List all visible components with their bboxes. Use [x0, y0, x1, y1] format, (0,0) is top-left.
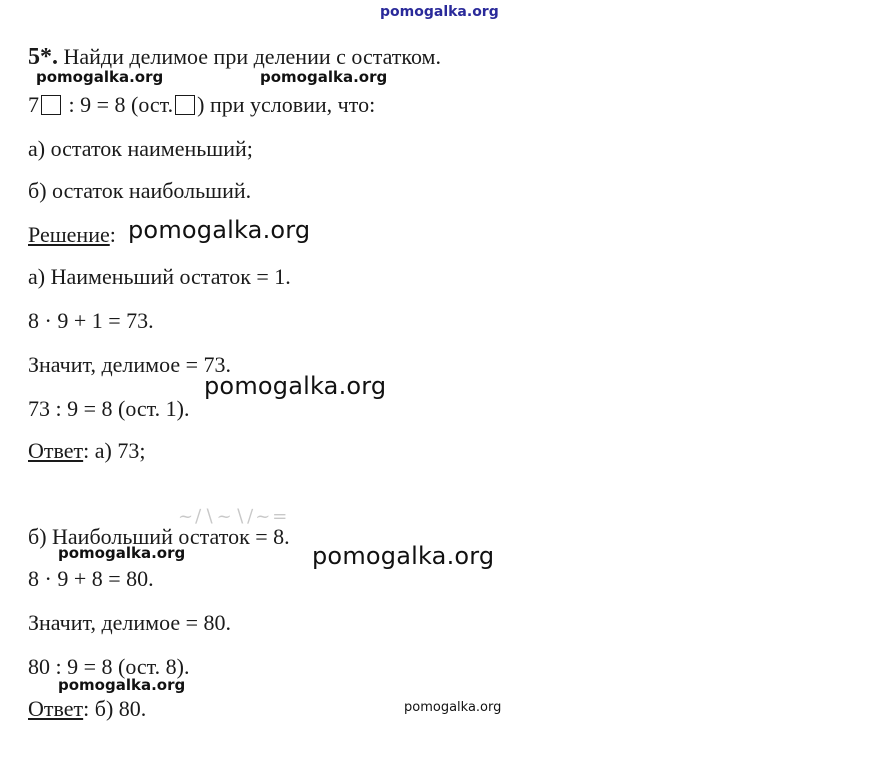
blank-digit-box [41, 95, 61, 115]
equation-middle: : 9 = 8 (ост. [68, 92, 174, 117]
watermark: pomogalka.org [36, 68, 164, 86]
watermark-top: pomogalka.org [380, 4, 499, 20]
equation-prefix: 7 [28, 92, 39, 117]
answer-label: Ответ [28, 696, 84, 721]
equation-suffix: ) при условии, что: [197, 92, 376, 117]
blank-remainder-box [175, 95, 195, 115]
solution-a-min: а) Наименьший остаток = 1. [28, 264, 291, 289]
solution-a-dividend: Значит, делимое = 73. [28, 352, 232, 377]
solution-b-calc: 8 · 9 + 8 = 80. [28, 566, 154, 591]
faint-scribble: ~∕∖~∖∕~= [178, 506, 290, 527]
watermark-bottom: pomogalka.org [404, 700, 502, 715]
answer-label: Ответ [28, 438, 84, 463]
solution-heading-colon: : [109, 222, 116, 247]
answer-value: : а) 73; [83, 438, 146, 463]
task-option-a: а) остаток наименьший; [28, 136, 253, 161]
solution-heading [28, 222, 116, 248]
solution-heading-label: Решение [28, 222, 110, 247]
answer-value: : б) 80. [83, 696, 147, 721]
task-option-b: б) остаток наибольший. [28, 178, 252, 203]
solution-a-check: 73 : 9 = 8 (ост. 1). [28, 396, 190, 421]
watermark: pomogalka.org [128, 216, 311, 244]
task-equation [28, 92, 375, 118]
solution-b-max: б) Наибольший остаток = 8. [28, 524, 290, 549]
watermark: pomogalka.org [58, 676, 186, 694]
task-header [28, 44, 441, 70]
solution-b-dividend: Значит, делимое = 80. [28, 610, 232, 635]
watermark: pomogalka.org [204, 372, 387, 400]
watermark: pomogalka.org [58, 544, 186, 562]
task-title: Найди делимое при делении с остатком. [63, 44, 441, 69]
solution-a-calc: 8 · 9 + 1 = 73. [28, 308, 154, 333]
solution-a-answer [28, 438, 145, 464]
solution-b-answer [28, 696, 146, 722]
watermark: pomogalka.org [260, 68, 388, 86]
task-number: 5*. [28, 44, 58, 70]
watermark: pomogalka.org [312, 542, 495, 570]
solution-b-check: 80 : 9 = 8 (ост. 8). [28, 654, 190, 679]
